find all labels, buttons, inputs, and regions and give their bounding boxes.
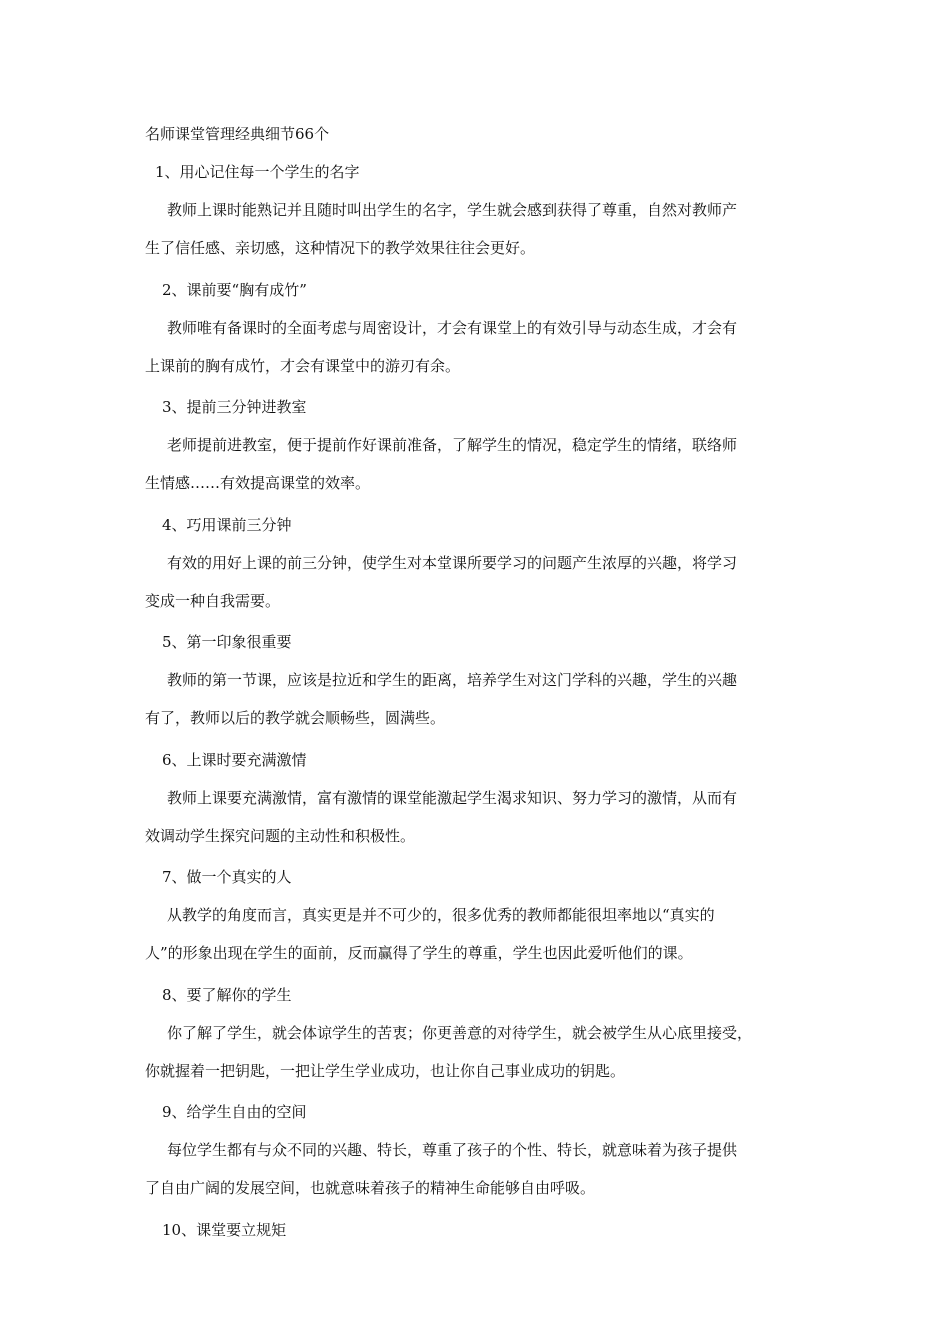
- paragraph-continuation-line: 变成一种自我需要。: [145, 592, 281, 610]
- paragraph-first-line: 从教学的角度而言，真实更是并不可少的，很多优秀的教师都能很坦率地以“真实的: [167, 906, 715, 924]
- section-heading: 3、提前三分钟进教室: [162, 398, 307, 416]
- paragraph-first-line: 每位学生都有与众不同的兴趣、特长，尊重了孩子的个性、特长，就意味着为孩子提供: [167, 1141, 738, 1159]
- paragraph-first-line: 你了解了学生，就会体谅学生的苦衷；你更善意的对待学生，就会被学生从心底里接受，: [167, 1024, 753, 1042]
- section-heading: 9、给学生自由的空间: [162, 1103, 307, 1121]
- paragraph-continuation-line: 你就握着一把钥匙，一把让学生学业成功，也让你自己事业成功的钥匙。: [145, 1062, 626, 1080]
- section-heading: 4、巧用课前三分钟: [162, 516, 292, 534]
- paragraph-first-line: 老师提前进教室，便于提前作好课前准备，了解学生的情况，稳定学生的情绪，联络师: [167, 436, 738, 454]
- document-title: 名师课堂管理经典细节66个: [145, 125, 330, 143]
- paragraph-continuation-line: 效调动学生探究问题的主动性和积极性。: [145, 827, 416, 845]
- paragraph-continuation-line: 生情感……有效提高课堂的效率。: [145, 474, 371, 492]
- paragraph-first-line: 有效的用好上课的前三分钟，使学生对本堂课所要学习的问题产生浓厚的兴趣，将学习: [167, 554, 738, 572]
- section-heading: 10、课堂要立规矩: [162, 1221, 287, 1239]
- paragraph-continuation-line: 了自由广阔的发展空间，也就意味着孩子的精神生命能够自由呼吸。: [145, 1179, 596, 1197]
- paragraph-first-line: 教师唯有备课时的全面考虑与周密设计，才会有课堂上的有效引导与动态生成，才会有: [167, 319, 738, 337]
- paragraph-continuation-line: 人”的形象出现在学生的面前，反而赢得了学生的尊重，学生也因此爱听他们的课。: [145, 944, 693, 962]
- paragraph-first-line: 教师的第一节课，应该是拉近和学生的距离，培养学生对这门学科的兴趣，学生的兴趣: [167, 671, 738, 689]
- section-heading: 6、上课时要充满激情: [162, 751, 307, 769]
- paragraph-first-line: 教师上课时能熟记并且随时叫出学生的名字，学生就会感到获得了尊重，自然对教师产: [167, 201, 738, 219]
- paragraph-first-line: 教师上课要充满激情，富有激情的课堂能激起学生渴求知识、努力学习的激情，从而有: [167, 789, 738, 807]
- section-heading: 5、第一印象很重要: [162, 633, 292, 651]
- section-heading: 1、用心记住每一个学生的名字: [155, 163, 360, 181]
- paragraph-continuation-line: 上课前的胸有成竹，才会有课堂中的游刃有余。: [145, 357, 461, 375]
- section-heading: 8、要了解你的学生: [162, 986, 292, 1004]
- section-heading: 2、课前要“胸有成竹”: [162, 281, 307, 299]
- paragraph-continuation-line: 有了，教师以后的教学就会顺畅些，圆满些。: [145, 709, 446, 727]
- section-heading: 7、做一个真实的人: [162, 868, 292, 886]
- paragraph-continuation-line: 生了信任感、亲切感，这种情况下的教学效果往往会更好。: [145, 239, 536, 257]
